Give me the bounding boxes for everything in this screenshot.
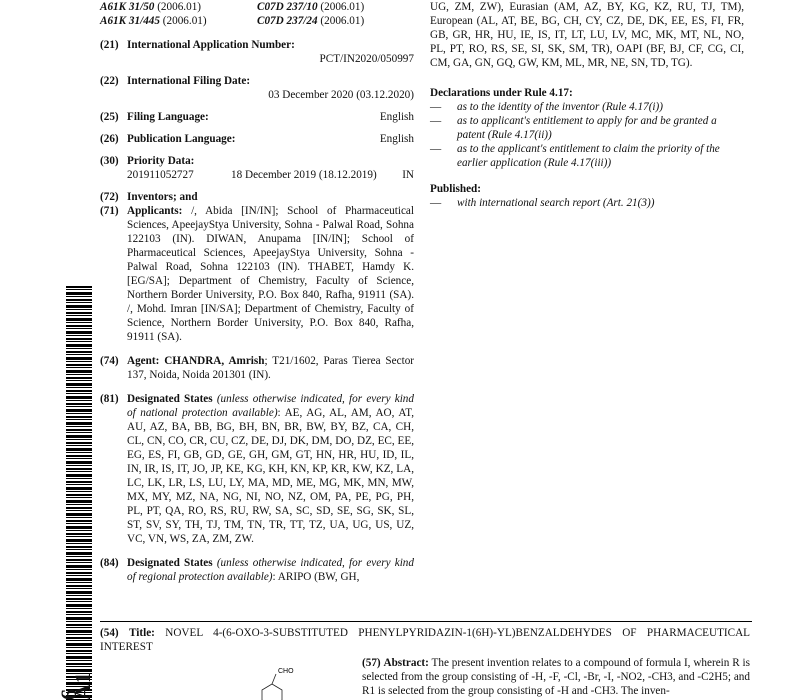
designated-states-national: : AE, AG, AL, AM, AO, AT, AU, AZ, BA, BB, BG, BH, BN, BR, BW, BY, BZ, CA, CH, CL, CN, CO, CR, CU, CZ, DE, DJ, DK, DM, DO, DZ, EC, EE, EG, ES, FI, GB, GD, GE, GH, GM, GT, HN, HR, HU, ID, IL, IN, IR, IS, IT, JO, JP, KE, KG, KH, KN, KP, KR, KW, KZ, LA, LC, LK, LR, LS, LU, LY, MA, MD, ME, MG, MK, MN, MW, MX, MY, MZ, NA, NG, NI, NO, NZ, OM, PA, PE, PG, PH, PL, PT, QA, RO, RS, RU, RW, SA, SC, SD, SE, SG, SK, SL, ST, SV, SY, TH, TJ, TM, TN, TR, TT, TZ, UA, UG, US, UZ, VC, VN, WS, ZA, ZM, ZW.: [127, 407, 414, 545]
ipc-table: [100, 0, 414, 28]
field-26: (26) Publication Language: English: [100, 133, 414, 145]
priority-data-label: Priority Data:: [127, 155, 195, 167]
ipc-version: (2006.01): [162, 15, 207, 27]
inventors-label: Inventors; and: [127, 191, 198, 203]
declaration-item: — as to the identity of the inventor (Rule 4.17(i)): [430, 101, 663, 113]
field-71: (71) Applicants: /, Abida [IN/IN]; School of Pharmaceutical Sciences, ApeejayStya University, Sohna - Palwal Road, Sohna 122103 (IN). DIWAN, Anupama [IN/IN]; School of Pharmaceutical Sciences, ApeejayStya University, Sohna - Palwal Road, Sohna 122103 (IN). THABET, Hamdy K. [EG/SA]; Department of Chemistry, Faculty of Science, Northern Border University, P.O. Box 840, Rafha, 91911 (SA). /, Mohd. Imran [IN/SA]; Department of Chemistry, Faculty of Science, Northern Border University, P.O. Box 840, Rafha, 91911 (SA).: [100, 205, 414, 343]
priority-entry: [127, 168, 414, 182]
ipc-row: [100, 0, 414, 14]
ipc-code: C07D 237/10: [257, 1, 318, 13]
declarations-title: Declarations under Rule 4.17:: [430, 87, 573, 99]
priority-country: IN: [402, 169, 414, 181]
declaration-item: — as to applicant's entitlement to apply for and be granted a patent (Rule 4.17(ii)): [430, 115, 717, 141]
agent-name: CHANDRA, Amrish: [164, 355, 265, 367]
field-74: (74) Agent: CHANDRA, Amrish; T21/1602, Paras Tierea Sector 137, Noida, Noida 201301 (IN).: [100, 355, 415, 381]
formula-cho-label: CHO: [278, 668, 294, 675]
ipc-version: (2006.01): [157, 1, 202, 13]
abstract-text: The present invention relates to a compound of formula I, wherein R is selected from the group consisting of -H, -F, -Cl, -Br, -I, -NO2, -CH3, and -C2H5; and R1 is selected from the group consisting of -H and -CH3. The inven-: [362, 657, 750, 697]
ipc-version: (2006.01): [320, 1, 365, 13]
application-number-label: International Application Number:: [127, 39, 295, 51]
ipc-code: C07D 237/24: [257, 15, 318, 27]
field-21: (21) International Application Number: PCT/IN2020/050997: [100, 39, 414, 65]
published-title: Published:: [430, 183, 481, 195]
regional-states-label: Designated States: [127, 557, 213, 569]
regional-states-note: (unless otherwise indicated, for every kind of regional protection available): [127, 557, 414, 583]
agent-label: Agent:: [127, 355, 160, 367]
publication-language: English: [379, 133, 414, 145]
filing-date: 03 December 2020 (03.12.2020): [268, 89, 414, 101]
title-label: Title:: [129, 627, 155, 639]
regional-states-continued: UG, ZM, ZW), Eurasian (AM, AZ, BY, KG, KZ, RU, TJ, TM), European (AL, AT, BE, BG, CH, CY, CZ, DE, DK, EE, ES, FI, FR, GB, GR, HR, HU, IE, IS, IT, LT, LU, LV, MC, MK, MT, NL, NO, PL, PT, RO, RS, SE, SI, SK, SM, TR), OAPI (BF, BJ, CF, CG, CI, CM, GA, GN, GQ, GW, KM, ML, MR, NE, SN, TD, TG).: [430, 1, 744, 69]
ipc-row: [100, 14, 414, 28]
field-54: (54) Title: NOVEL 4-(6-OXO-3-SUBSTITUTED PHENYLPYRIDAZIN-1(6H)-YL)BENZALDEHYDES OF PHARMACEUTICAL INTEREST: [100, 627, 751, 653]
field-57: (57) Abstract: The present invention relates to a compound of formula I, wherein R is selected from the group consisting of -H, -F, -Cl, -Br, -I, -NO2, -CH3, and -C2H5; and R1 is selected from the group consisting of -H and -CH3. The inven-: [362, 657, 750, 697]
ipc-version: (2006.01): [320, 15, 365, 27]
applicants-label: Applicants:: [127, 205, 183, 217]
filing-language-label: Filing Language:: [127, 111, 209, 123]
field-81: (81) Designated States (unless otherwise indicated, for every kind of national protection available): AE, AG, AL, AM, AO, AT, AU, AZ, BA, BB, BG, BH, BN, BR, BW, BY, BZ, CA, CH, CL, CN, CO, CR, CU, CZ, DE, DJ, DK, DM, DO, DZ, EC, EE, EG, ES, FI, GB, GD, GE, GH, GM, GT, HN, HR, HU, ID, IL, IN, IR, IS, IT, JO, JP, KE, KG, KH, KN, KP, KR, KW, KZ, LA, LC, LK, LR, LS, LU, LY, MA, MD, ME, MG, MK, MN, MW, MX, MY, MZ, NA, NG, NI, NO, NZ, OM, PA, PE, PG, PH, PL, PT, QA, RO, RS, RU, RW, SA, SC, SD, SE, SG, SK, SL, ST, SV, SY, TH, TJ, TM, TN, TR, TT, TZ, UA, UG, US, UZ, VC, VN, WS, ZA, ZM, ZW.: [100, 393, 414, 545]
ipc-code: A61K 31/50: [100, 1, 155, 13]
field-22: (22) International Filing Date: 03 December 2020 (03.12.2020): [100, 75, 414, 101]
filing-date-label: International Filing Date:: [127, 75, 251, 87]
field-30: (30) Priority Data: 201911052727 18 December 2019 (18.12.2019) IN: [100, 155, 414, 181]
designated-states-label: Designated States: [127, 393, 213, 405]
field-72: (72) Inventors; and: [100, 190, 414, 204]
declaration-item: — as to the applicant's entitlement to claim the priority of the earlier application (Rule 4.17(iii)): [430, 143, 720, 169]
publication-language-label: Publication Language:: [127, 133, 236, 145]
bibliographic-left-column: [100, 0, 414, 584]
agent-address: ; T21/1602, Paras Tierea Sector 137, Noida, Noida 201301 (IN).: [127, 355, 415, 381]
abstract-label: Abstract:: [383, 657, 429, 669]
chemical-formula-image: [250, 664, 330, 700]
regional-states-text: : ARIPO (BW, GH,: [272, 571, 360, 583]
priority-date: 18 December 2019 (18.12.2019): [231, 169, 377, 181]
priority-application: 201911052727: [127, 169, 194, 181]
publication-number: 6 A1: [56, 671, 95, 700]
field-84: (84) Designated States (unless otherwise indicated, for every kind of regional protection available): ARIPO (BW, GH,: [100, 557, 414, 583]
published-item: — with international search report (Art. 21(3)): [430, 197, 655, 209]
application-number: PCT/IN2020/050997: [319, 53, 414, 65]
invention-title: NOVEL 4-(6-OXO-3-SUBSTITUTED PHENYLPYRIDAZIN-1(6H)-YL)BENZALDEHYDES OF PHARMACEUTICAL INTEREST: [100, 627, 751, 653]
designated-states-note: (unless otherwise indicated, for every kind of national protection available): [127, 393, 414, 419]
ipc-code: A61K 31/445: [100, 15, 160, 27]
applicants-text: /, Abida [IN/IN]; School of Pharmaceutical Sciences, ApeejayStya University, Sohna - Palwal Road, Sohna 122103 (IN). DIWAN, Anupama [IN/IN]; School of Pharmaceutical Sciences, ApeejayStya University, Sohna - Palwal Road, Sohna 122103 (IN). THABET, Hamdy K. [EG/SA]; Department of Chemistry, Faculty of Science, Northern Border University, P.O. Box 840, Rafha, 91911 (SA). /, Mohd. Imran [IN/SA]; Department of Chemistry, Faculty of Science, Northern Border University, P.O. Box 840, Rafha, 91911 (SA).: [127, 205, 414, 343]
field-25: (25) Filing Language: English: [100, 111, 414, 123]
filing-language: English: [379, 111, 414, 123]
section-divider: [100, 621, 752, 622]
barcode: [66, 286, 92, 700]
bibliographic-right-column: [430, 0, 744, 210]
